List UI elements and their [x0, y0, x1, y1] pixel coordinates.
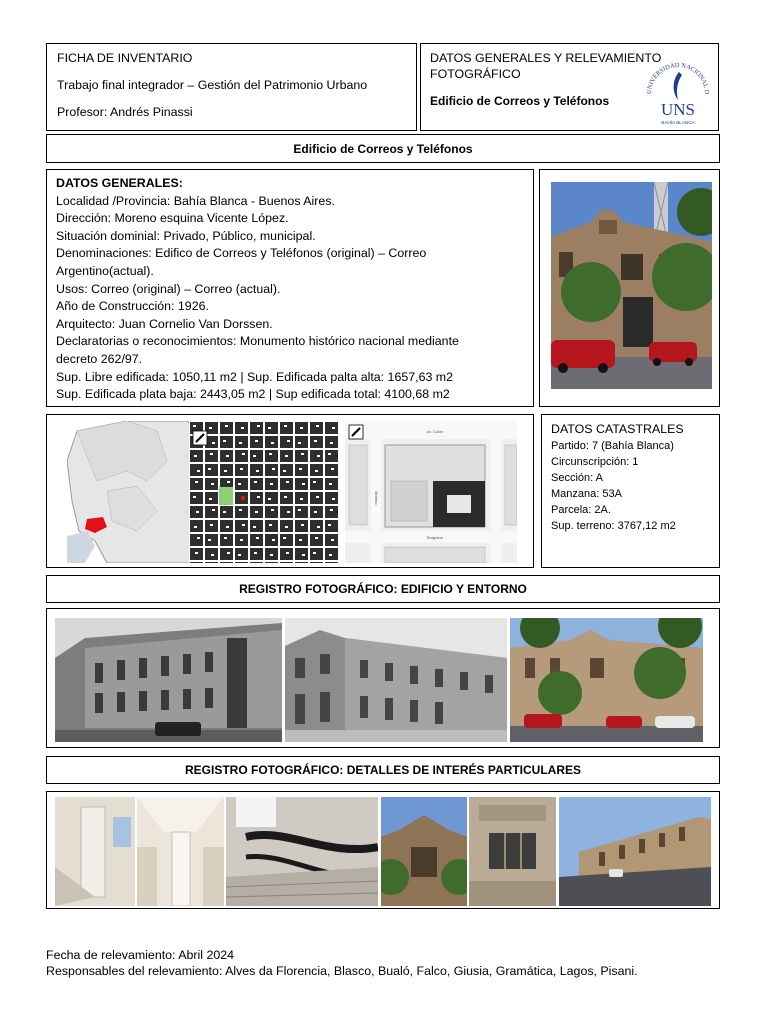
- sheet-type: FICHA DE INVENTARIO: [57, 51, 193, 65]
- catastral-line: Circunscripción: 1: [551, 456, 639, 468]
- building-photos-box: [46, 608, 720, 748]
- flame-icon: [674, 72, 682, 100]
- header-right-box: [420, 43, 719, 131]
- general-line: Localidad /Provincia: Bahía Blanca - Buenos Aires.: [56, 193, 335, 208]
- street-bottom: Belgrano: [426, 535, 444, 540]
- catastral-heading: DATOS CATASTRALES: [551, 422, 684, 436]
- header-left-box: [46, 43, 417, 131]
- general-line: Año de Construcción: 1926.: [56, 299, 209, 314]
- historic-photo-2: [285, 618, 507, 742]
- building-marker: [241, 496, 245, 500]
- section-details-title: REGISTRO FOTOGRÁFICO: DETALLES DE INTERÉS PARTICULARES: [46, 756, 720, 784]
- header-right-line1: DATOS GENERALES Y RELEVAMIENTO: [430, 51, 662, 65]
- general-line: Argentino(actual).: [56, 263, 154, 278]
- general-line: Sup. Libre edificada: 1050,11 m2 | Sup. Edificada palta alta: 1657,63 m2: [56, 369, 454, 384]
- street-top: Av. Colón: [426, 429, 444, 434]
- general-line: decreto 262/97.: [56, 351, 143, 366]
- building-name: Edificio de Correos y Teléfonos: [430, 94, 610, 108]
- general-line: Denominaciones: Edifico de Correos y Teléfonos (original) – Correo: [56, 246, 427, 261]
- logo-arc-text: UNIVERSIDAD NACIONAL D: [645, 61, 711, 95]
- main-photo-box: [539, 169, 720, 407]
- uns-logo: [641, 48, 715, 128]
- general-heading: DATOS GENERALES:: [56, 176, 183, 190]
- logo-acronym: UNS: [660, 100, 696, 119]
- survey-date: Fecha de relevamiento: Abril 2024: [46, 948, 235, 962]
- general-line: Situación dominial: Privado, Público, municipal.: [56, 228, 316, 243]
- course-name: Trabajo final integrador – Gestión del Patrimonio Urbano: [57, 78, 368, 92]
- detail-photo-pediment: [381, 797, 467, 906]
- current-street-photo: [510, 618, 703, 742]
- detail-photo-hall: [137, 797, 224, 906]
- general-data-box: [46, 169, 534, 407]
- detail-photo-side-street: [559, 797, 711, 906]
- building-front-photo: [551, 182, 712, 389]
- detail-photo-window: [469, 797, 556, 906]
- catastral-line: Manzana: 53A: [551, 488, 622, 500]
- general-line: Usos: Correo (original) – Correo (actual).: [56, 281, 281, 296]
- title-bar: Edificio de Correos y Teléfonos: [46, 134, 720, 163]
- general-line: Declaratorias o reconocimientos: Monumento histórico nacional mediante: [56, 334, 459, 349]
- section-building-title: REGISTRO FOTOGRÁFICO: EDIFICIO Y ENTORNO: [46, 575, 720, 603]
- header-right-line2: FOTOGRÁFICO: [430, 67, 521, 81]
- historic-photo-1: [55, 618, 282, 742]
- street-left: Moreno: [374, 491, 379, 505]
- detail-photo-stair-column: [55, 797, 135, 906]
- general-line: Sup. Edificada plata baja: 2443,05 m2 | Sup edificada total: 4100,68 m2: [56, 387, 450, 402]
- block-map: [345, 421, 517, 563]
- survey-team: Responsables del relevamiento: Alves da Florencia, Blasco, Bualó, Falco, Giusia, Gramática, Lagos, Pisani.: [46, 964, 638, 978]
- catastral-line: Partido: 7 (Bahía Blanca): [551, 440, 674, 452]
- maps-box: [46, 414, 534, 568]
- detail-photos-box: [46, 791, 720, 909]
- catastral-line: Parcela: 2A.: [551, 504, 611, 516]
- professor: Profesor: Andrés Pinassi: [57, 105, 193, 119]
- catastral-box: [541, 414, 720, 568]
- city-grid-map: [189, 421, 344, 563]
- detail-photo-staircase: [226, 797, 378, 906]
- general-line: Arquitecto: Juan Cornelio Van Dorssen.: [56, 316, 273, 331]
- catastral-line: Sup. terreno: 3767,12 m2: [551, 520, 676, 532]
- general-line: Dirección: Moreno esquina Vicente López.: [56, 211, 289, 226]
- logo-city: BAHÍA BLANCA: [661, 120, 695, 125]
- catastral-line: Sección: A: [551, 472, 603, 484]
